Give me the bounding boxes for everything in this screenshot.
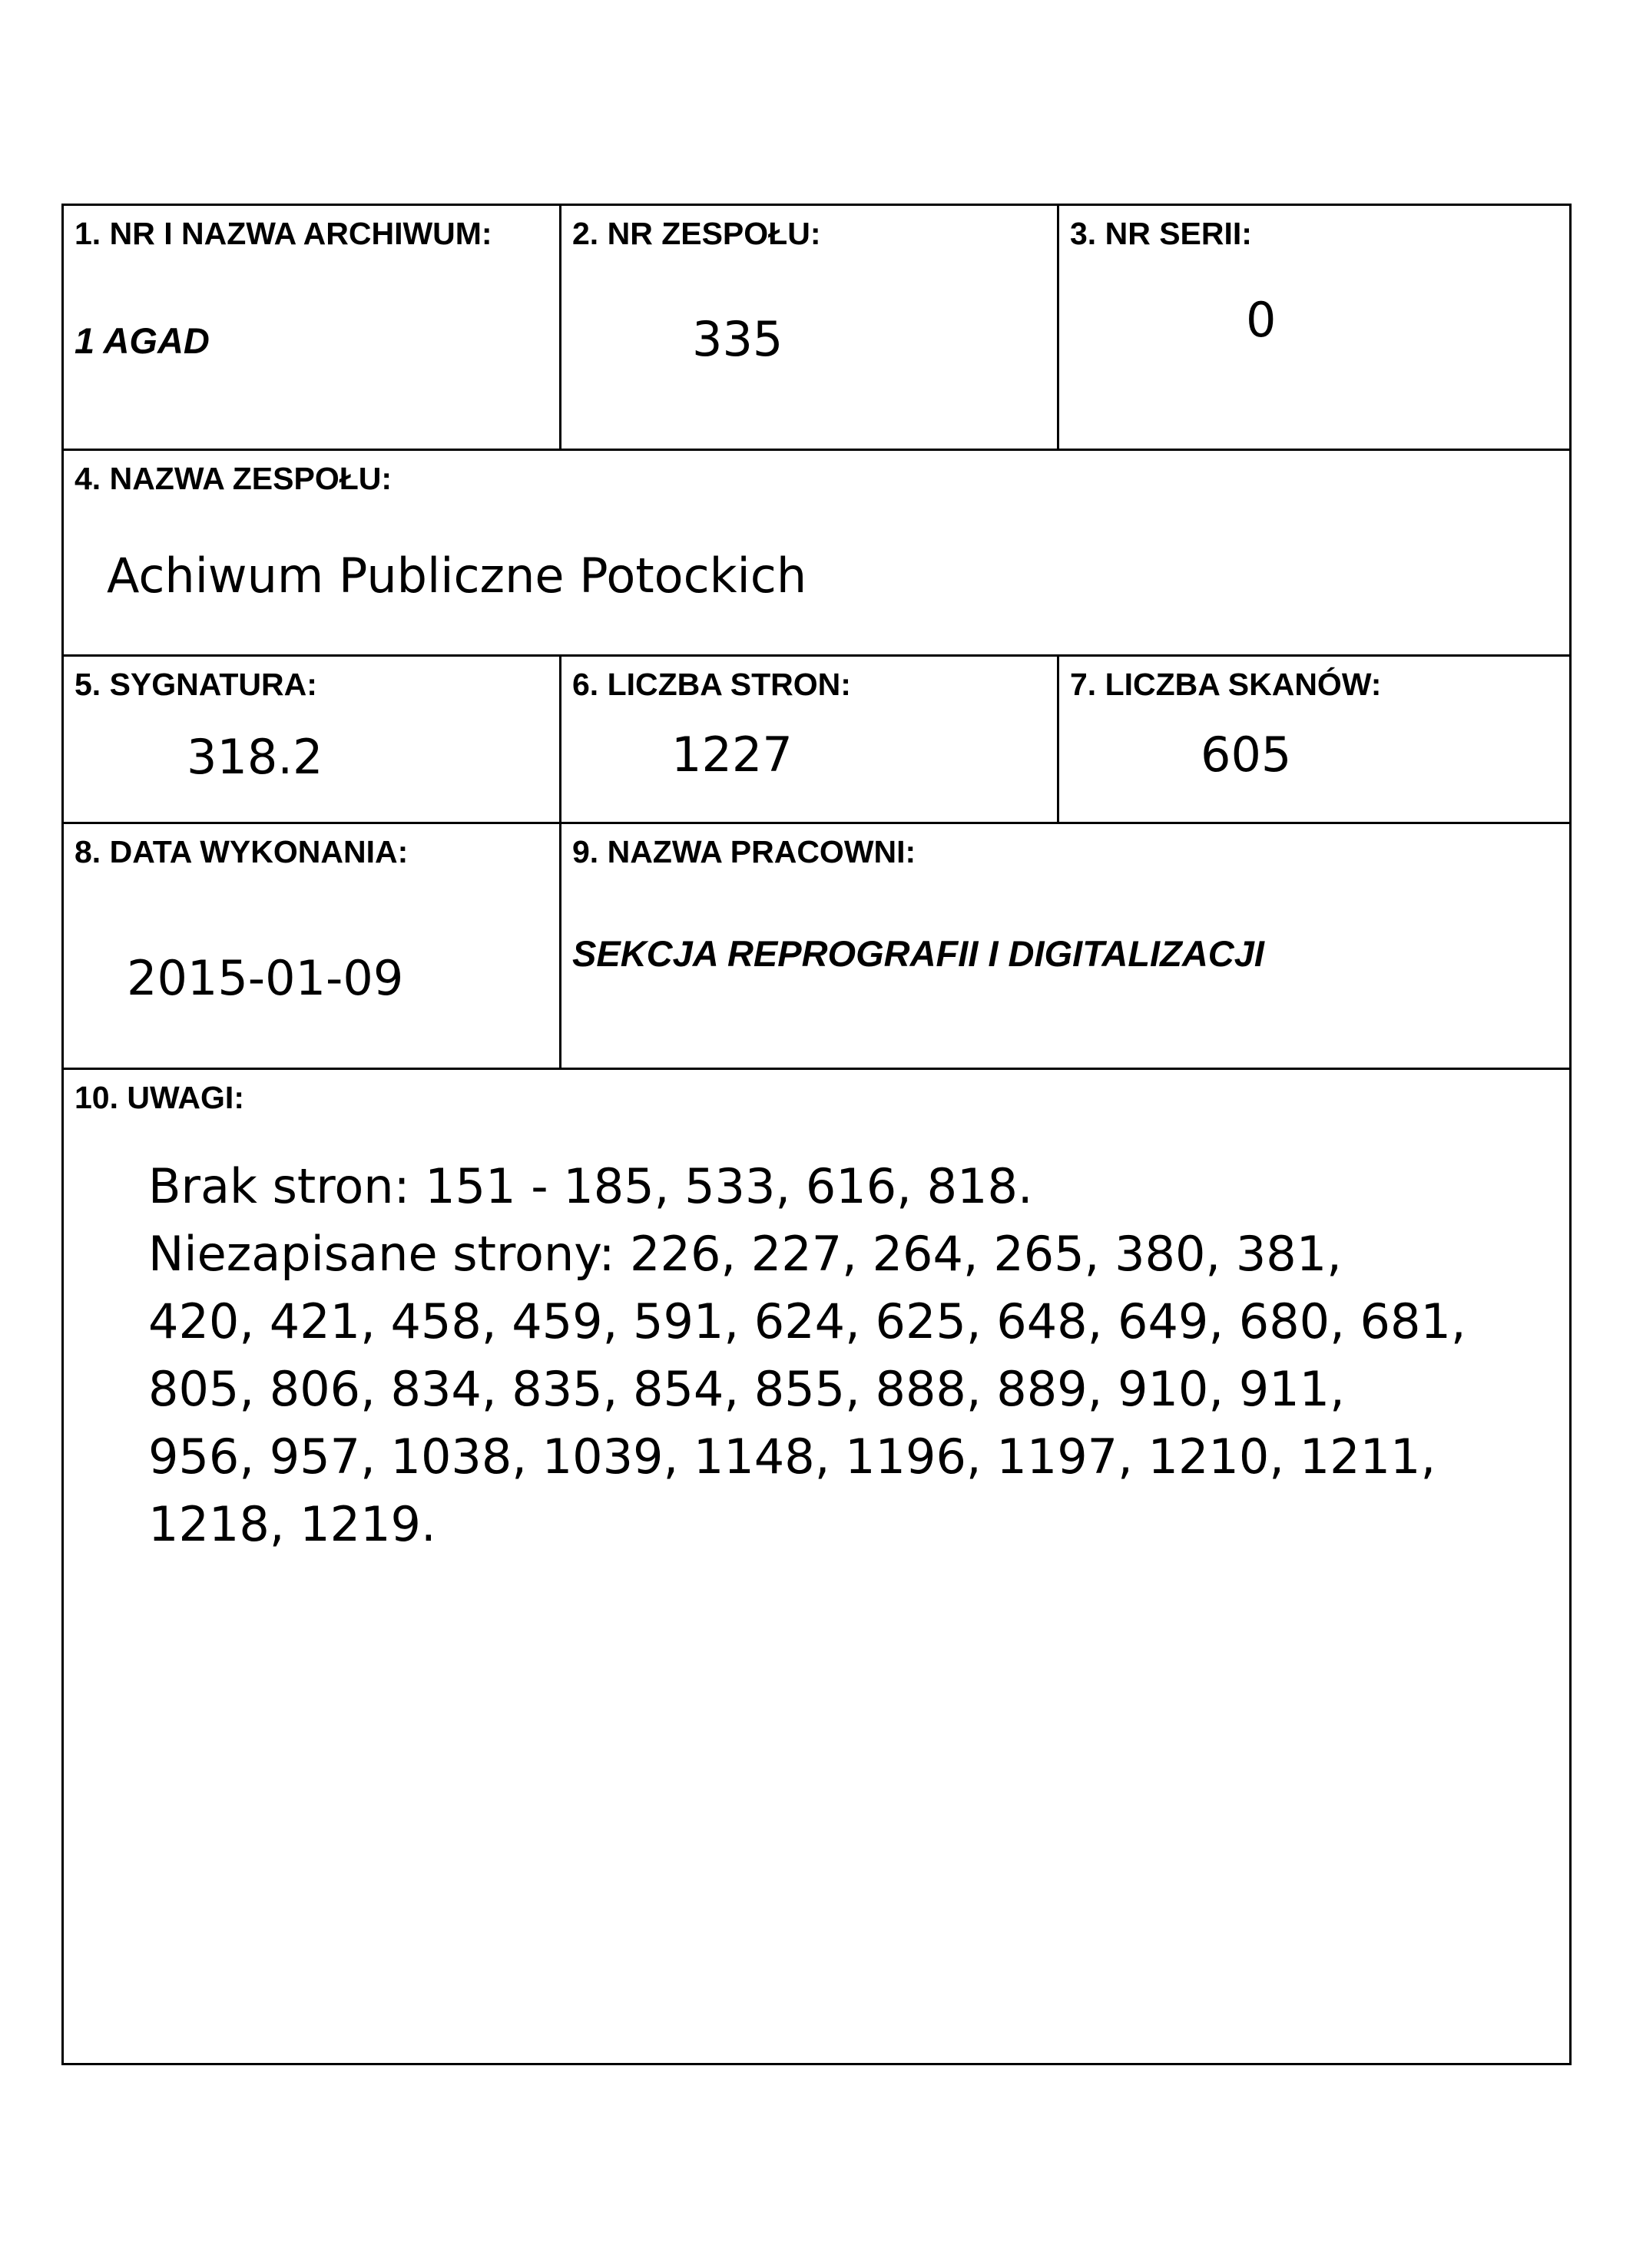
date-cell — [64, 824, 561, 1070]
scan-count-label: 7. LICZBA SKANÓW: — [1070, 667, 1382, 702]
signature-cell — [64, 657, 561, 824]
fonds-number-label: 2. NR ZESPOŁU: — [572, 216, 821, 251]
date-value: 2015-01-09 — [127, 950, 404, 1006]
notes-line: 805, 806, 834, 835, 854, 855, 888, 889, 910, 911, — [148, 1361, 1345, 1417]
signature-label: 5. SYGNATURA: — [75, 667, 317, 702]
notes-label: 10. UWAGI: — [75, 1080, 244, 1115]
fonds-name-value: Achiwum Publiczne Potockich — [107, 548, 807, 604]
notes-line: 420, 421, 458, 459, 591, 624, 625, 648, 649, 680, 681, — [148, 1293, 1466, 1349]
page-count-cell — [561, 657, 1059, 824]
notes-line: Niezapisane strony: 226, 227, 264, 265, 380, 381, — [148, 1226, 1342, 1282]
workshop-label: 9. NAZWA PRACOWNI: — [572, 834, 916, 869]
date-label: 8. DATA WYKONANIA: — [75, 834, 409, 869]
page-count-value: 1227 — [671, 727, 793, 783]
archive-label: 1. NR I NAZWA ARCHIWUM: — [75, 216, 492, 251]
signature-value: 318.2 — [187, 729, 323, 785]
series-number-cell — [1059, 206, 1569, 451]
fonds-number-value: 335 — [692, 311, 783, 367]
series-number-label: 3. NR SERII: — [1070, 216, 1252, 251]
workshop-value: SEKCJA REPROGRAFII I DIGITALIZACJI — [572, 933, 1264, 974]
metadata-form — [61, 204, 1572, 2065]
workshop-cell — [561, 824, 1569, 1070]
fonds-number-cell — [561, 206, 1059, 451]
notes-text — [148, 1153, 1515, 1558]
fonds-name-label: 4. NAZWA ZESPOŁU: — [75, 461, 393, 496]
notes-line: 1218, 1219. — [148, 1496, 436, 1552]
scan-count-cell — [1059, 657, 1569, 824]
archive-cell — [64, 206, 561, 451]
fonds-name-cell — [64, 451, 1569, 657]
series-number-value: 0 — [1246, 292, 1277, 348]
notes-line: Brak stron: 151 - 185, 533, 616, 818. — [148, 1158, 1033, 1214]
page-count-label: 6. LICZBA STRON: — [572, 667, 851, 702]
notes-cell — [64, 1070, 1569, 2063]
notes-line: 956, 957, 1038, 1039, 1148, 1196, 1197, 1210, 1211, — [148, 1429, 1436, 1485]
archive-value: 1 AGAD — [75, 320, 210, 361]
scan-count-value: 605 — [1201, 727, 1292, 783]
